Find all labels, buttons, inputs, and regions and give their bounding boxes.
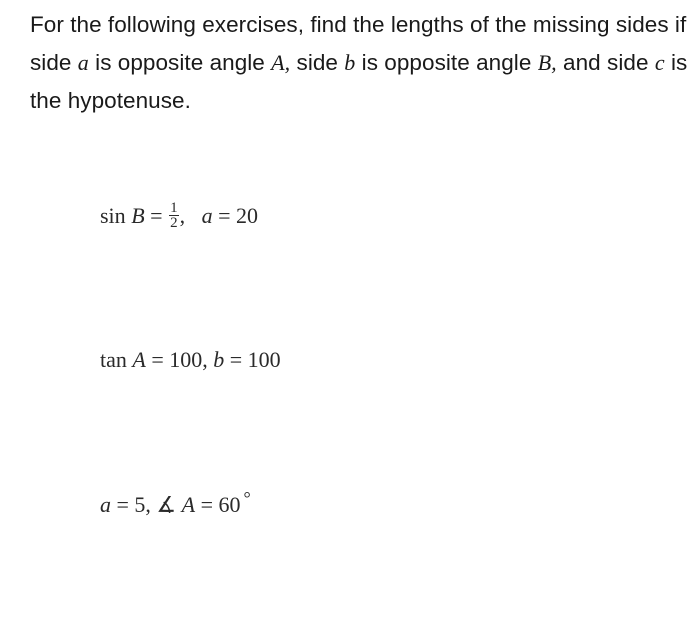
fraction-denominator: 2 <box>170 215 178 232</box>
exercise-1-var: B <box>131 203 145 228</box>
angle-icon: ∡ <box>156 492 177 517</box>
exercise-2 <box>100 347 281 373</box>
exercise-1-fraction <box>169 201 179 230</box>
var-a: a <box>77 50 89 75</box>
exercise-2-var2: b <box>213 347 225 372</box>
degree-symbol: ° <box>243 488 251 508</box>
var-B: B, <box>537 50 557 75</box>
exercise-2-value2: = 100 <box>224 347 281 372</box>
instructions-text-6: is the hypotenuse. <box>30 50 688 113</box>
exercise-2-function: tan <box>100 347 127 372</box>
exercise-1-equals: = <box>144 203 169 228</box>
var-A: A, <box>271 50 291 75</box>
fraction-numerator: 1 <box>170 200 178 217</box>
exercise-2-var: A <box>132 347 146 372</box>
exercise-3-var2: A <box>181 492 196 517</box>
exercise-2-value: = 100, <box>145 347 214 372</box>
instructions-text-3: side <box>290 50 345 75</box>
instructions-text-2: is opposite angle <box>88 50 272 75</box>
exercise-1-var2: a <box>201 203 213 228</box>
exercise-3-value: = 5, <box>111 492 157 517</box>
instructions-paragraph <box>30 6 690 120</box>
exercise-1-function: sin <box>100 203 126 228</box>
exercise-1-value: = 20 <box>212 203 258 228</box>
exercise-3 <box>100 488 251 518</box>
var-c: c <box>654 50 665 75</box>
instructions-text-4: is opposite angle <box>355 50 538 75</box>
exercise-3-value2: = 60 <box>195 492 241 517</box>
instructions-text-1: For the following exercises, find the lengths of the missing sides if side <box>30 12 687 75</box>
exercise-1 <box>100 200 258 232</box>
instructions-text-5: and side <box>556 50 655 75</box>
exercise-3-var: a <box>100 492 111 517</box>
var-b: b <box>344 50 356 75</box>
exercise-1-separator: , <box>179 203 186 228</box>
